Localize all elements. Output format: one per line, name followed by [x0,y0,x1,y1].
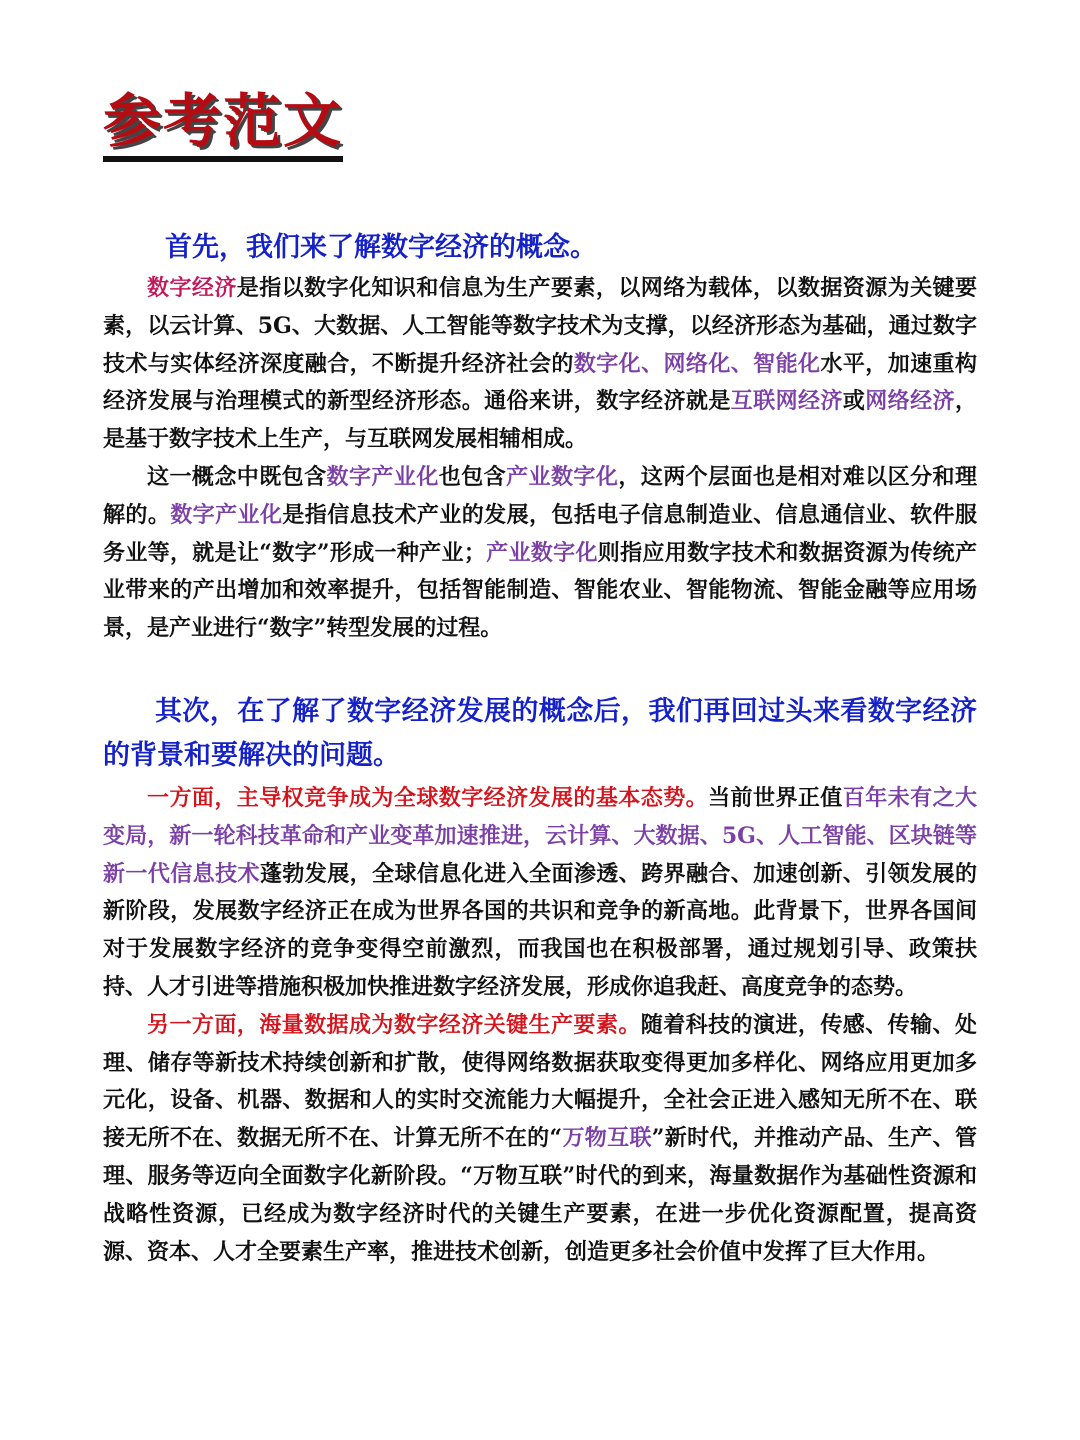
paragraph-massive-data [103,1007,977,1272]
body-text: ”新时代，并推动产品、生产、管理、服务等迈向全面数字化新阶段。“万物互联”时代的到来，海量数据作为基础性资源和战略性资源，已经成为数字经济时代的关键生产要素，在进一步优化资源配置，提高资源、资本、人才全要素生产率，推进技术创新，创造更多社会价值中发挥了巨大作用。 [103,1125,977,1265]
highlight-term: 数字产业化 [170,501,283,528]
body-text: 也包含 [438,463,507,490]
body-text: ，这两个层面也是相对难以区分和理解的。 [103,463,977,528]
highlight-term: 数字经济 [147,275,237,301]
body-text: 是指以数字化知识和信息为生产要素，以网络为载体，以数据资源为关键要素，以云计算、5G、大数据、人工智能等数字技术为支撑，以经济形态为基础，通过数字技术与实体经济深度融合，不断提升经济社会的 [103,275,977,377]
highlight-lead: 一方面，主导权竞争成为全球数字经济发展的基本态势。 [147,785,709,811]
highlight-term: 百年未有之大变局，新一轮科技革命和产业变革加速推进，云计算、大数据、5G、人工智能、区块链等新一代信息技术 [103,785,977,887]
highlight-term: 产业数字化 [485,539,598,566]
highlight-term: 互联网经济 [730,388,843,415]
highlight-lead: 另一方面，海量数据成为数字经济关键生产要素。 [147,1011,641,1038]
section-background [103,690,977,1271]
body-text: 或 [842,388,866,415]
highlight-term: 网络经济 [865,388,955,415]
paragraph-competition [103,780,977,1007]
body-text: 是指信息技术产业的发展，包括电子信息制造业、信息通信业、软件服务业等，就是让“数字”形成一种产业； [103,501,977,566]
body-text: 蓬勃发展，全球信息化进入全面渗透、跨界融合、加速创新、引领发展的新阶段，发展数字经济正在成为世界各国的共识和竞争的新高地。此背景下，世界各国间对于发展数字经济的竞争变得空前激烈，而我国也在积极部署，通过规划引导、政策扶持、人才引进等措施积极加快推进数字经济发展，形成你追我赶、高度竞争的态势。 [103,860,977,1000]
page-title: 参考范文 [103,86,343,162]
paragraph-definition [103,270,977,459]
body-text: ，是基于数字技术上生产，与互联网发展相辅相成。 [103,388,977,453]
paragraph-two-layers [103,459,977,648]
highlight-term: 数字产业化 [326,463,439,490]
section-heading-concept: 首先，我们来了解数字经济的概念。 [165,232,597,263]
body-text: 随着科技的演进，传感、传输、处理、储存等新技术持续创新和扩散，使得网络数据获取变得更加多样化、网络应用更加多元化，设备、机器、数据和人的实时交流能力大幅提升，全社会正进入感知无所不在、联接无所不在、数据无所不在、计算无所不在的“ [103,1011,977,1152]
body-text: 则指应用数字技术和数据资源为传统产业带来的产出增加和效率提升，包括智能制造、智能农业、智能物流、智能金融等应用场景，是产业进行“数字”转型发展的过程。 [103,539,977,642]
highlight-term: 数字化、网络化、智能化 [573,350,821,377]
body-text: 这一概念中既包含 [147,463,327,490]
highlight-term: 万物互联 [562,1125,652,1152]
body-text: 当前世界正值 [708,785,843,811]
section-heading-background: 其次，在了解了数字经济发展的概念后，我们再回过头来看数字经济的背景和要解决的问题。 [103,696,977,771]
section-concept [103,226,977,648]
body-text: 水平，加速重构经济发展与治理模式的新型经济形态。通俗来讲，数字经济就是 [103,350,977,415]
highlight-term: 产业数字化 [506,463,619,490]
